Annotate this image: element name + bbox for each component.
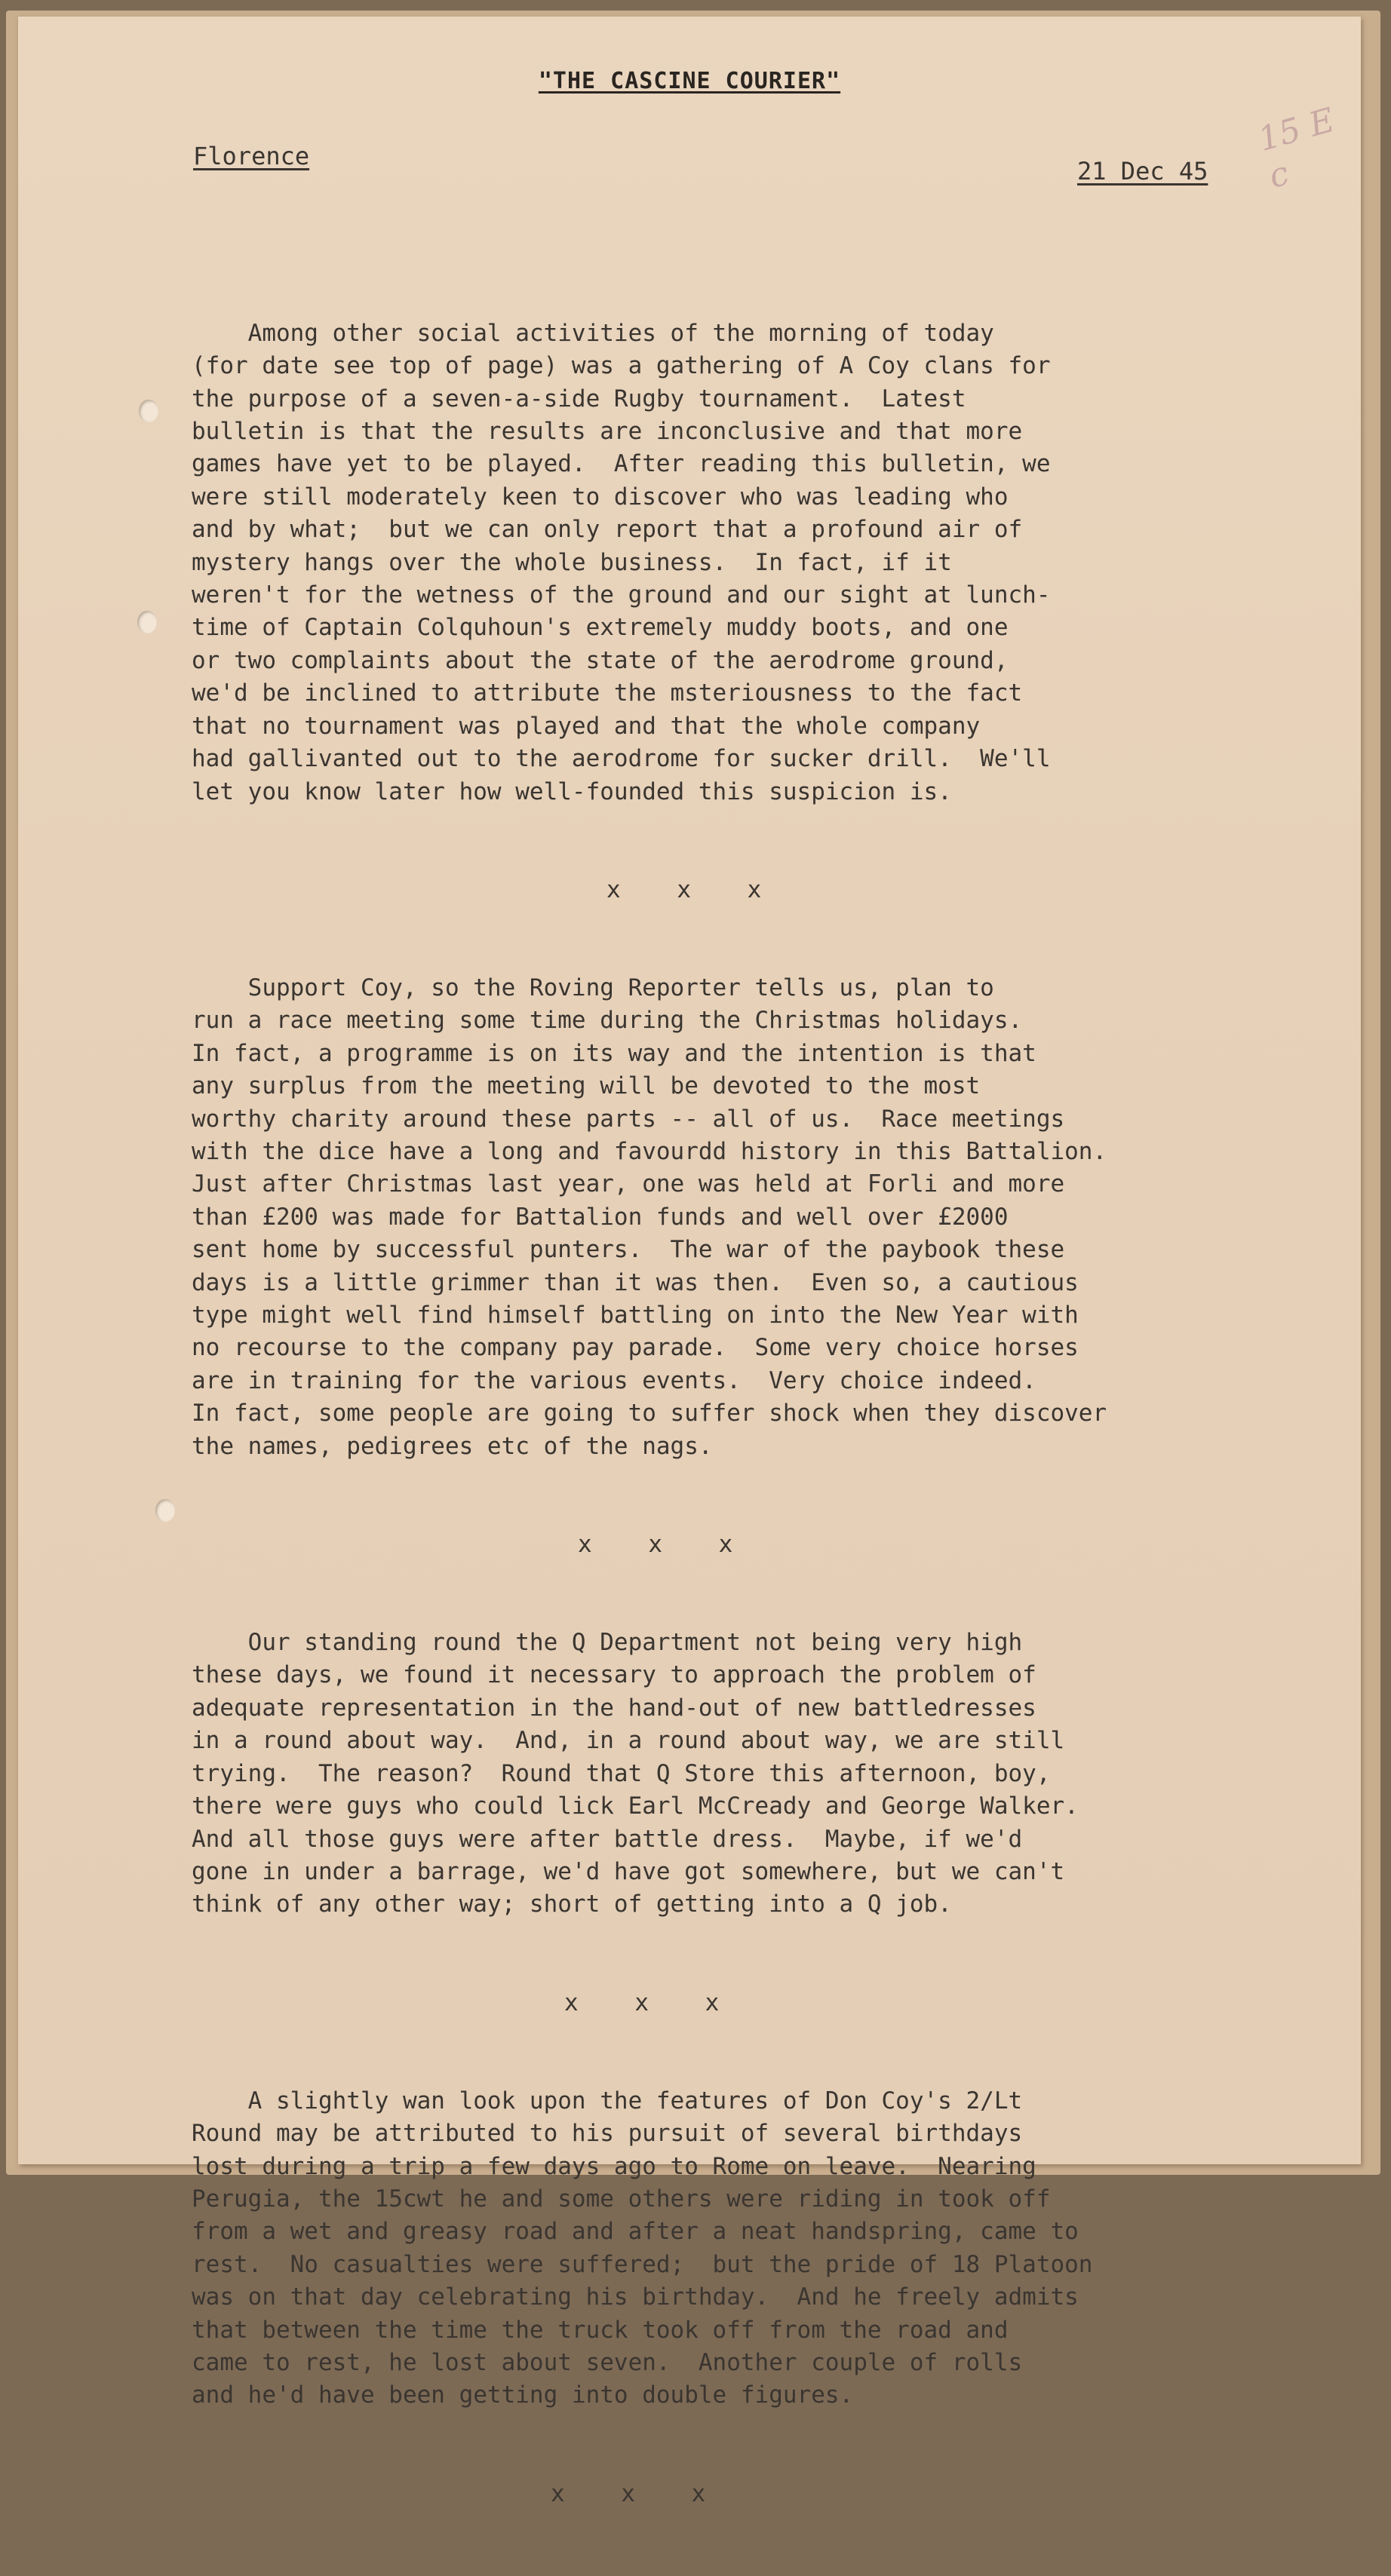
newsletter-title: "THE CASCINE COURIER" xyxy=(538,68,841,94)
handwritten-annotation: 15 E c xyxy=(1254,100,1339,196)
dateline-place: Florence xyxy=(193,142,310,170)
section-separator: x x x xyxy=(551,2479,706,2507)
section-separator: x x x xyxy=(578,1530,733,1558)
dateline-date: 21 Dec 45 xyxy=(1077,157,1208,186)
punch-hole xyxy=(139,400,158,422)
punch-hole xyxy=(137,611,157,633)
article-body xyxy=(192,252,1285,2576)
paragraph-rugby: Among other social activities of the morning of today (for date see top of page) was a gathering of A Coy clans for the purpose of a seven-a-side Rugby tournament. Latest bulletin is that the results are inconclusive and that more games have yet to be played. After reading this bulletin, we were still moderately keen to discover who was leading who and by what; but we can only report that a profound air of mystery hangs over the whole business. In fact, if it weren't for the wetness of the ground and our sight at lunch- time of Captain Colquhoun's extremely muddy boots, and one or two complaints about the state of the aerodrome ground, we'd be inclined to attribute the msteriousness to the fact that no tournament was played and that the whole company had gallivanted out to the aerodrome for sucker drill. We'll let you know later how well-founded this suspicion is. xyxy=(192,319,1051,805)
paragraph-don-coy: A slightly wan look upon the features of Don Coy's 2/Lt Round may be attributed to his pursuit of several birthdays lost during a trip a few days ago to Rome on leave. Nearing Perugia, the 15cwt he and some others were riding in took off from a wet and greasy road and after a neat handspring, came to rest. No casualties were suffered; but the pride of 18 Platoon was on that day celebrating his birthday. And he freely admits that between the time the truck took off from the road and came to rest, he lost about seven. Another couple of rolls and he'd have been getting into double figures. xyxy=(192,2087,1093,2409)
section-separator: x x x xyxy=(606,876,762,903)
paragraph-q-department: Our standing round the Q Department not being very high these days, we found it necessary to approach the problem of adequate representation in the hand-out of new battledresses in a round about way. And, in a round about way, we are still trying. The reason? Round that Q Store this afternoon, boy, there were guys who could lick Earl McCready and George Walker. And all those guys were after battle dress. Maybe, if we'd gone in under a barrage, we'd have got somewhere, but we can't think of any other way; short of getting into a Q job. xyxy=(192,1629,1079,1918)
punch-hole xyxy=(155,1499,175,1522)
section-separator: x x x xyxy=(564,1989,720,2016)
typed-page xyxy=(18,17,1361,2507)
paragraph-race-meeting: Support Coy, so the Roving Reporter tells us, plan to run a race meeting some time during the Christmas holidays. In fact, a programme is on its way and the intention is that any surplus from the meeting will be devoted to the most worthy charity around these parts -- all of us. Race meetings with the dice have a long and favourdd history in this Battalion. Just after Christmas last year, one was held at Forli and more than £200 was made for Battalion funds and well over £2000 sent home by successful punters. The war of the paybook these days is a little grimmer than it was then. Even so, a cautious type might well find himself battling on into the New Year with no recourse to the company pay parade. Some very choice horses are in training for the various events. Very choice indeed. In fact, some people are going to suffer shock when they discover the names, pedigrees etc of the nags. xyxy=(192,974,1107,1460)
